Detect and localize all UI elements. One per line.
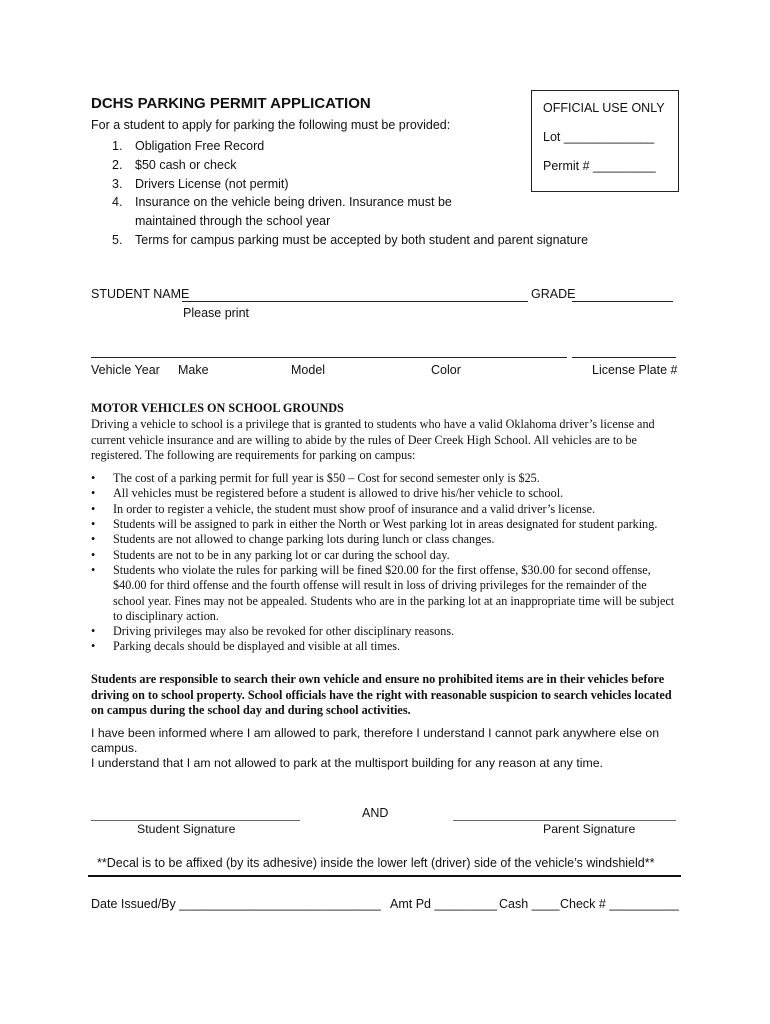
student-name-field[interactable] [182, 287, 528, 302]
section-intro: Driving a vehicle to school is a privilege that is granted to students who have a valid Oklahoma driver’s license and current vehicle insurance and are willing to abide by the rules of Deer Creek High School. All vehicles are to be registered. The following are requirements for parking on campus: [91, 417, 655, 462]
responsibility-notice: Students are responsible to search their own vehicle and ensure no prohibited items are in their vehicles before driving on to school property. School officials have the right with reasonable suspicion to search vehicles located on campus during the school day and during school activities. [91, 672, 672, 718]
informed-notice: I have been informed where I am allowed to park, therefore I understand I cannot park anywhere else on campus. [91, 726, 660, 755]
rules-list [91, 471, 681, 655]
cash-field[interactable]: Cash ____ [499, 897, 560, 911]
grade-field[interactable] [572, 287, 673, 302]
student-signature-label: Student Signature [137, 822, 236, 836]
color-label: Color [431, 363, 461, 377]
motor-vehicles-section [91, 401, 681, 655]
and-label: AND [362, 806, 389, 820]
license-plate-field[interactable] [572, 343, 676, 358]
permit-field[interactable]: Permit # _________ [543, 159, 656, 173]
list-item: • Students are not allowed to change parking lots during lunch or class changes. [91, 532, 495, 547]
form-title: DCHS PARKING PERMIT APPLICATION [91, 95, 371, 112]
list-item: • Students who violate the rules for parking will be fined $20.00 for the first offense, $30.00 for second offense, $40.00 for third offense and the fourth offense will result in loss of driving privileges for the remainder of the school year. Fines may not be appealed. Students who are in the parking lot at an inappropriate time will be subject to disciplinary action. [91, 562, 675, 623]
list-item: 2. $50 cash or check [112, 157, 237, 172]
grade-label: GRADE [531, 287, 576, 301]
divider [88, 875, 681, 877]
list-item: 4. Insurance on the vehicle being driven. Insurance must be [112, 195, 452, 210]
list-item: maintained through the school year [135, 214, 331, 229]
list-item: 3. Drivers License (not permit) [112, 176, 289, 191]
student-signature-field[interactable] [91, 808, 300, 821]
list-item: • Students are not to be in any parking lot or car during the school day. [91, 547, 450, 562]
list-item: • All vehicles must be registered before a student is allowed to drive his/her vehicle to school. [91, 486, 564, 501]
amount-paid-field[interactable]: Amt Pd _________ [390, 897, 498, 911]
decal-note: **Decal is to be affixed (by its adhesive) inside the lower left (driver) side of the vehicle’s windshield** [97, 856, 655, 870]
check-number-field[interactable]: Check # __________ [560, 897, 679, 911]
list-item: • Students will be assigned to park in either the North or West parking lot in areas designated for student parking. [91, 517, 658, 532]
vehicle-info-field[interactable] [91, 343, 567, 358]
license-plate-label: License Plate # [592, 363, 678, 377]
list-item: 5. Terms for campus parking must be accepted by both student and parent signature [112, 232, 589, 247]
requirements-list [91, 137, 588, 250]
multisport-notice: I understand that I am not allowed to park at the multisport building for any reason at any time. [91, 756, 603, 770]
form-intro: For a student to apply for parking the following must be provided: [91, 118, 451, 132]
make-label: Make [178, 363, 209, 377]
list-item: 1. Obligation Free Record [112, 139, 265, 153]
official-use-box [531, 90, 679, 192]
section-title: MOTOR VEHICLES ON SCHOOL GROUNDS [91, 401, 344, 415]
list-item: • Parking decals should be displayed and visible at all times. [91, 639, 401, 654]
parent-signature-label: Parent Signature [543, 822, 636, 836]
model-label: Model [291, 363, 326, 377]
list-item: • The cost of a parking permit for full year is $50 – Cost for second semester only is $25. [91, 471, 540, 486]
vehicle-year-label: Vehicle Year [91, 363, 160, 377]
list-item: • In order to register a vehicle, the student must show proof of insurance and a valid driver’s license. [91, 501, 596, 516]
official-use-heading: OFFICIAL USE ONLY [543, 101, 665, 115]
parent-signature-field[interactable] [453, 808, 676, 821]
student-name-label: STUDENT NAME [91, 287, 190, 301]
list-item: • Driving privileges may also be revoked for other disciplinary reasons. [91, 624, 455, 639]
lot-field[interactable]: Lot _____________ [543, 130, 655, 144]
print-hint: Please print [183, 306, 250, 320]
date-issued-field[interactable]: Date Issued/By _____________________________ [91, 897, 381, 911]
